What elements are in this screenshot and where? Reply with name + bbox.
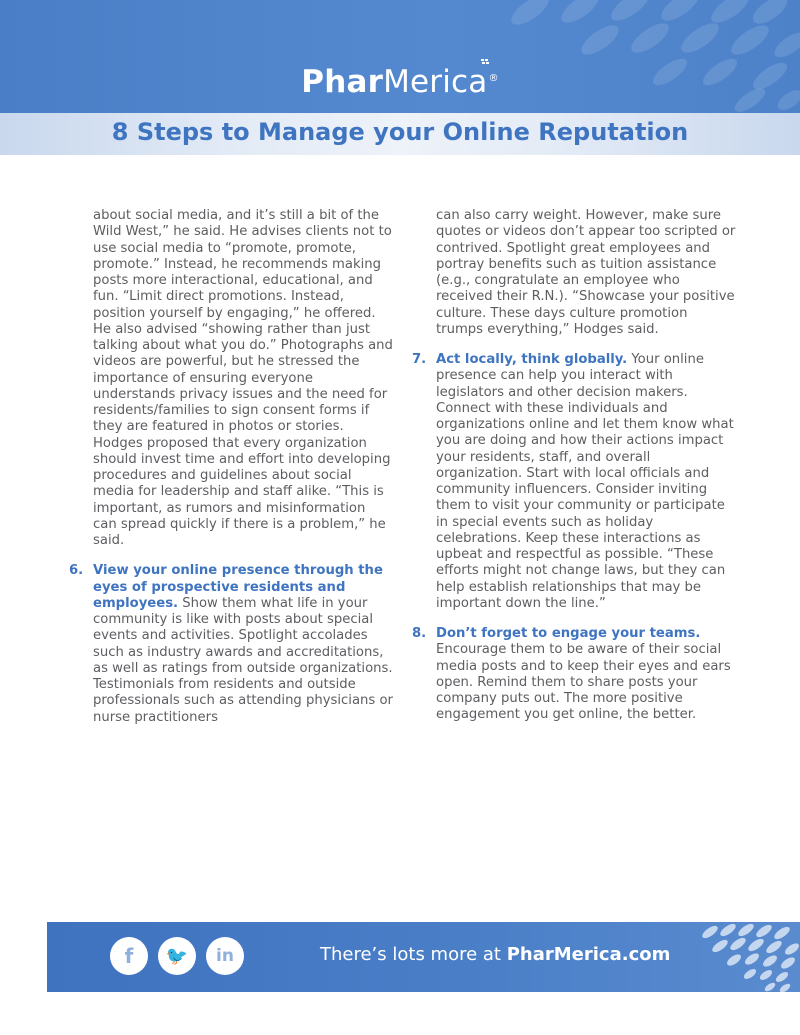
logo-light-text: Merica [383, 64, 488, 100]
logo-bold-text: Phar [301, 64, 384, 100]
left-column [69, 208, 393, 726]
footer-cta [320, 944, 670, 965]
pharmerica-logo [0, 64, 800, 100]
page-footer [47, 922, 800, 992]
step-text [436, 626, 736, 724]
step-text [93, 563, 393, 726]
intro-paragraph: about social media, and it’s still a bit of the Wild West,” he said. He advises clients not to use social media to “promote, promote, promote.” Instead, he recommends making posts more interactional, educational, and fun. “Limit direct promotions. Instead, position yourself by engaging,” he offered. He also advised “showing rather than just talking about what you do.” Photographs and videos are powerful, but he stressed the importance of ensuring everyone understands privacy issues and the need for residents/families to sign consent forms if they are featured in photos or stories. Hodges proposed that every organization should invest time and effort into developing procedures and guidelines about social media for leadership and staff alike. “This is important, as rumors and misinformation can spread quickly if there is a problem,” he said. [93, 208, 393, 548]
continuation-paragraph: can also carry weight. However, make sure quotes or videos don’t appear too scripted or contrived. Spotlight great employees and portray benefits such as tuition assistance (e.g., congratulate an employee who received their R.N.). “Showcase your positive culture. These days culture promotion trumps everything,” Hodges said. [436, 208, 736, 337]
right-column [412, 208, 736, 724]
step-number: 7. [412, 352, 427, 367]
facebook-icon[interactable]: f [110, 937, 148, 975]
step-number: 8. [412, 626, 427, 641]
step-6 [69, 563, 393, 726]
step-heading: Don’t forget to engage your teams. [436, 626, 701, 641]
step-8 [412, 626, 736, 724]
step-body: Show them what life in your community is like with posts about special events and activities. Spotlight accolades such as industry awards and accreditations, as well as ratings from outside organizations. Testimonials from residents and outside professionals such as attending physicians or nurse practitioners [93, 595, 393, 725]
step-body: Your online presence can help you interact with legislators and other decision makers. Connect with these individuals and organizations online and let them know what you are doing and how their actions impact your residents, staff, and overall organization. Start with local officials and community influencers. Consider inviting them to visit your community or participate in special events such as holiday celebrations. Keep these interactions as upbeat and respectful as possible. “These efforts might not change laws, but they can help establish relationships that may be important down the line.” [436, 352, 734, 611]
page-header [0, 0, 800, 113]
page-title: 8 Steps to Manage your Online Reputation [111, 118, 689, 146]
step-7 [412, 352, 736, 612]
decorative-dot-pattern [690, 922, 800, 992]
step-text [436, 352, 736, 612]
step-heading: View your online presence through the eyes of prospective residents and employees. [93, 563, 383, 611]
step-body: Encourage them to be aware of their social media posts and to keep their eyes and ears open. Remind them to share posts your company puts out. The more positive engagement you get online, the better. [436, 642, 731, 723]
linkedin-icon[interactable]: in [206, 937, 244, 975]
logo-mark-icon [478, 58, 492, 72]
footer-website-link[interactable]: PharMerica.com [506, 944, 671, 965]
footer-cta-prefix: There’s lots more at [320, 944, 507, 965]
step-number: 6. [69, 563, 84, 579]
step-heading: Act locally, think globally. [436, 352, 628, 367]
twitter-icon[interactable]: 🐦 [158, 937, 196, 975]
logo-registered-mark: ® [488, 72, 499, 84]
